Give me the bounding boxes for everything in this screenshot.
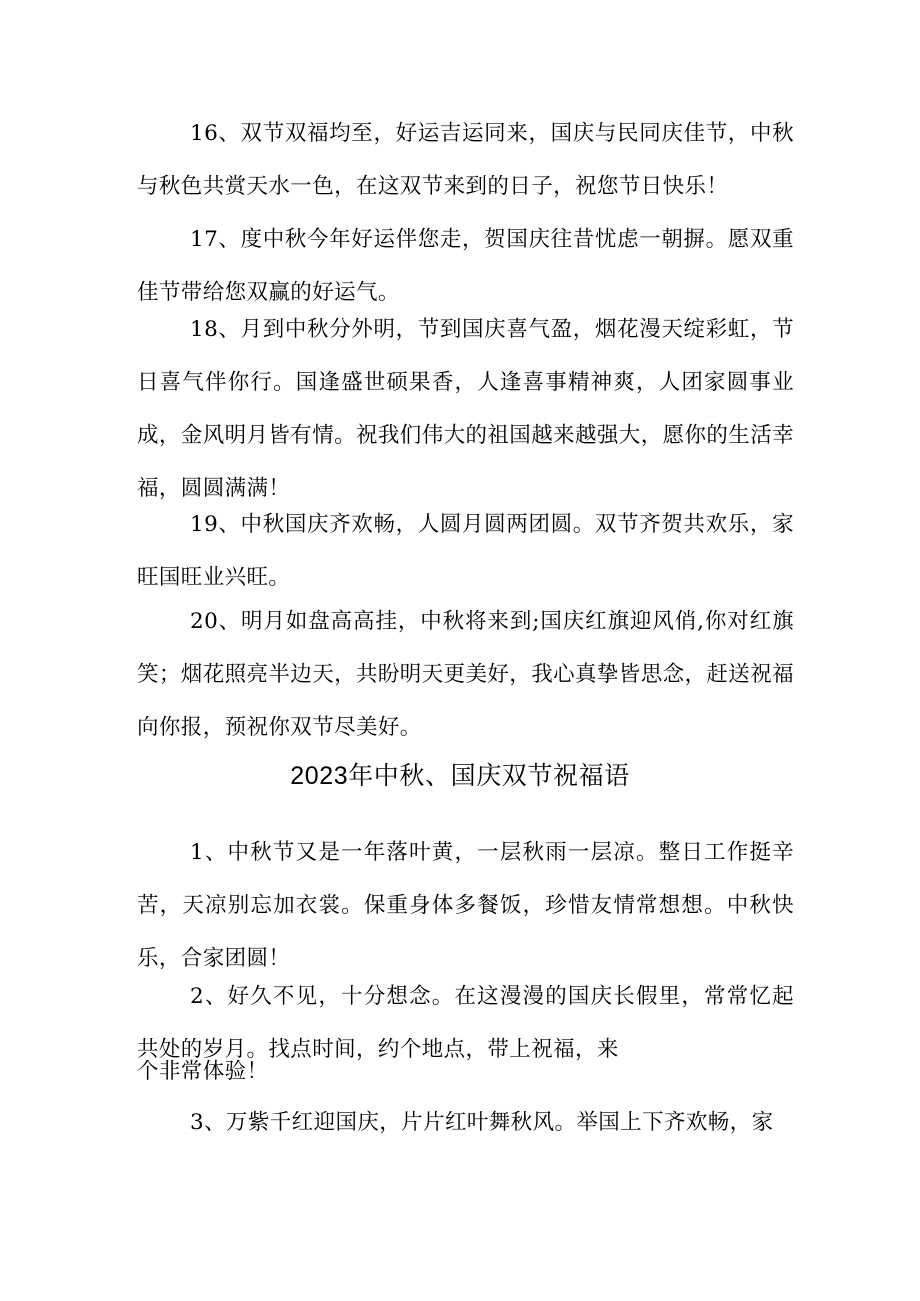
paragraph-2: 2、好久不见，十分想念。在这漫漫的国庆长假里，常常忆起共处的岁月。找点时间，约个地点，带上祝福，来: [137, 984, 794, 1062]
paragraph-16: 16、双节双福均至，好运吉运同来，国庆与民同庆佳节，中秋与秋色共赏天水一色，在这双节来到的日子，祝您节日快乐！: [137, 121, 794, 199]
paragraph-17: 17、度中秋今年好运伴您走，贺国庆往昔忧虑一朝摒。愿双重佳节带给您双赢的好运气。: [137, 227, 794, 305]
paragraph-20: 20、明月如盘高高挂，中秋将来到;国庆红旗迎风俏,你对红旗笑；烟花照亮半边天，共盼明天更美好，我心真挚皆思念，赶送祝福向你报，预祝你双节尽美好。: [137, 609, 795, 740]
paragraph-2-continued: 个非常体验！: [137, 1059, 269, 1084]
paragraph-1: 1、中秋节又是一年落叶黄，一层秋雨一层凉。整日工作挺辛苦，天凉别忘加衣裳。保重身体多餐饭，珍惜友情常想想。中秋快乐，合家团圆！: [137, 840, 794, 971]
section-title: 2023年中秋、国庆双节祝福语: [290, 762, 630, 790]
paragraph-3: 3、万紫千红迎国庆，片片红叶舞秋风。举国上下齐欢畅，家: [190, 1110, 774, 1135]
paragraph-18: 18、月到中秋分外明，节到国庆喜气盈，烟花漫天绽彩虹，节日喜气伴你行。国逢盛世硕果香，人逢喜事精神爽，人团家圆事业成，金风明月皆有情。祝我们伟大的祖国越来越强大，愿你的生活幸福，圆圆满满！: [137, 317, 795, 501]
paragraph-19: 19、中秋国庆齐欢畅，人圆月圆两团圆。双节齐贺共欢乐，家旺国旺业兴旺。: [137, 512, 794, 590]
